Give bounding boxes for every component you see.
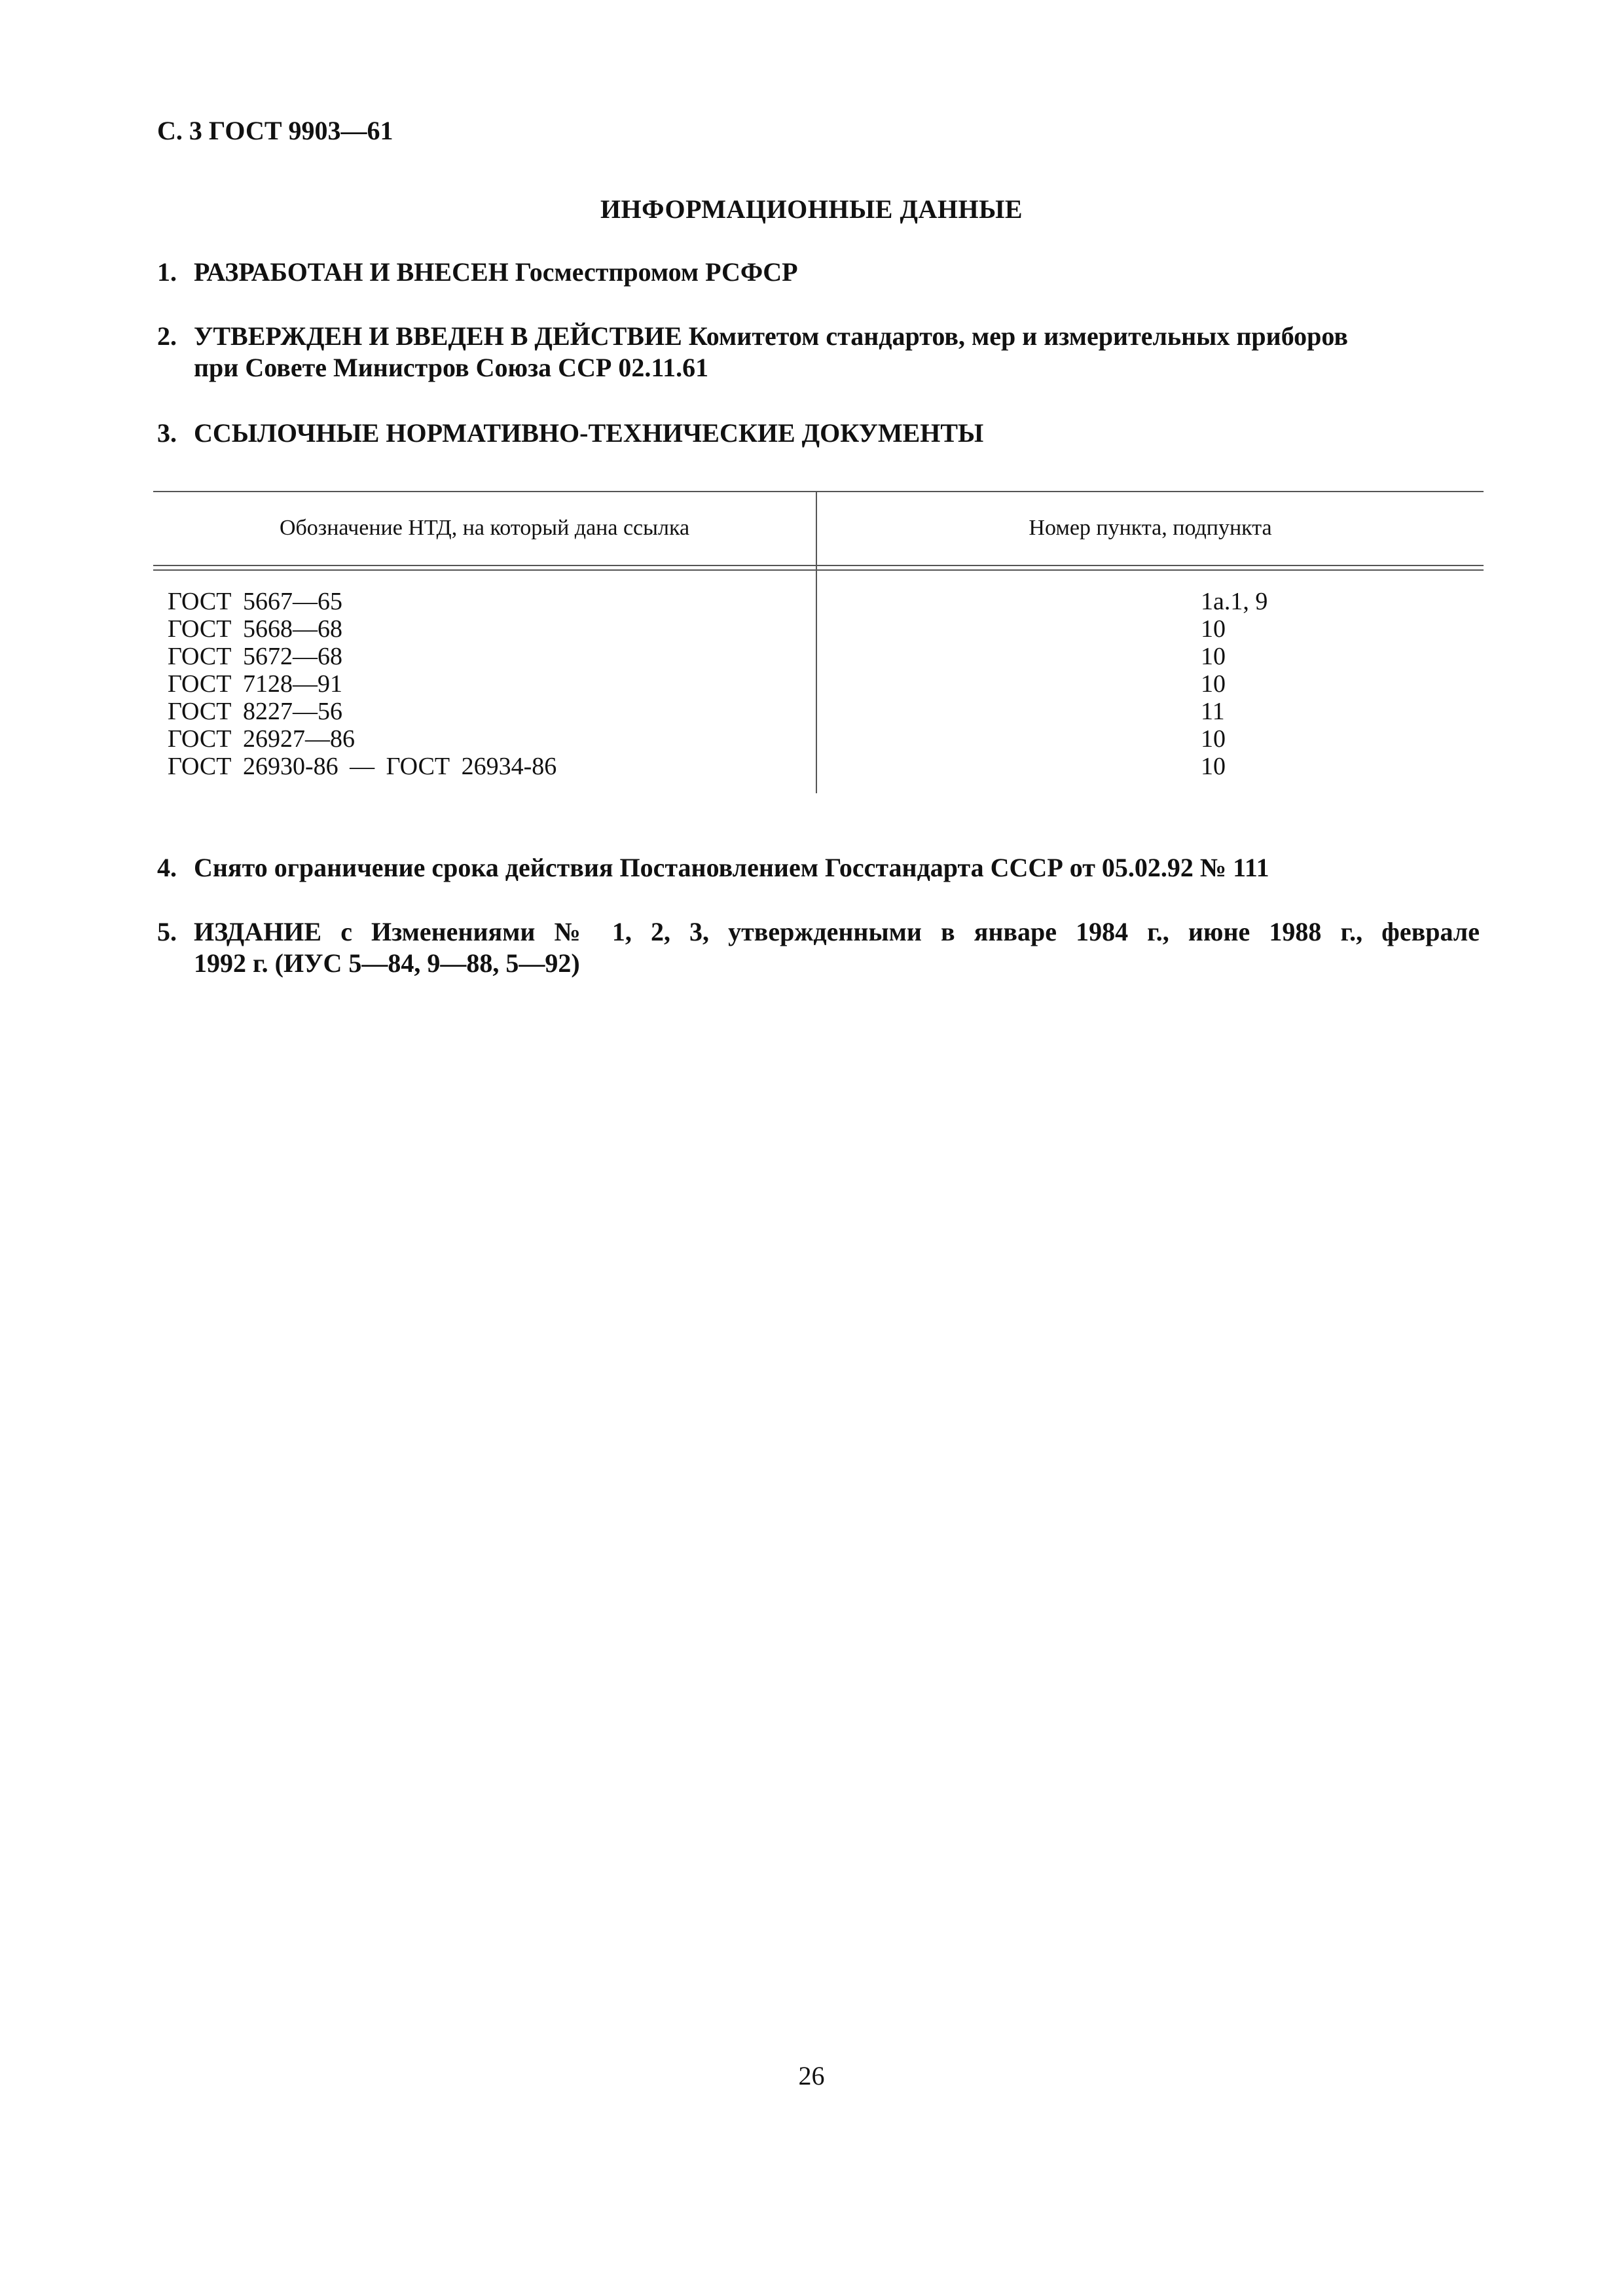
info-item-4	[157, 852, 1480, 884]
info-item-2	[157, 321, 1480, 384]
item-text: Комитетом стандартов, мер и измерительных приборов	[688, 321, 1349, 351]
column-header-clause: Номер пункта, подпункта	[1029, 516, 1272, 540]
info-item-5	[157, 916, 1480, 979]
item-number: 2.	[157, 321, 177, 351]
table-header-rule	[153, 565, 1484, 566]
reference-document: ГОСТ 26930-86 — ГОСТ 26934-86	[168, 753, 557, 780]
table-body	[168, 588, 1484, 780]
table-row	[168, 725, 1484, 753]
item-heading: РАЗРАБОТАН И ВНЕСЕН	[194, 257, 509, 287]
reference-clause: 10	[1201, 670, 1226, 698]
item-heading: УТВЕРЖДЕН И ВВЕДЕН В ДЕЙСТВИЕ	[194, 321, 682, 351]
table-row	[168, 670, 1484, 698]
column-header-document: Обозначение НТД, на который дана ссылка	[279, 516, 690, 540]
item-continuation: при Совете Министров Союза ССР 02.11.61	[194, 353, 709, 382]
reference-clause: 10	[1201, 643, 1226, 670]
table-row	[168, 643, 1484, 670]
item-number: 4.	[157, 853, 177, 882]
item-text: Госместпромом РСФСР	[515, 257, 798, 287]
page-number: 26	[798, 2061, 825, 2090]
item-text: Снято ограничение срока действия Постановлением Госстандарта СССР от 05.02.92 № 111	[194, 853, 1269, 882]
table-top-rule	[153, 491, 1484, 492]
info-item-1	[157, 257, 1480, 288]
reference-document: ГОСТ 5667—65	[168, 588, 342, 615]
document-title: ИНФОРМАЦИОННЫЕ ДАННЫЕ	[600, 194, 1023, 224]
item-number: 5.	[157, 917, 177, 946]
item-heading: ИЗДАНИЕ	[194, 917, 322, 946]
table-row	[168, 753, 1484, 780]
reference-clause: 11	[1201, 698, 1225, 725]
item-text: с Изменениями № 1, 2, 3, утвержденными в январе 1984 г., июне 1988 г., феврале	[340, 917, 1480, 946]
table-row	[168, 588, 1484, 615]
item-heading: ССЫЛОЧНЫЕ НОРМАТИВНО-ТЕХНИЧЕСКИЕ ДОКУМЕНТЫ	[194, 418, 984, 448]
item-number: 1.	[157, 257, 177, 287]
running-header: С. 3 ГОСТ 9903—61	[157, 116, 393, 145]
table-row	[168, 615, 1484, 643]
reference-clause: 10	[1201, 725, 1226, 753]
table-row	[168, 698, 1484, 725]
reference-document: ГОСТ 8227—56	[168, 698, 342, 725]
item-number: 3.	[157, 418, 177, 448]
info-item-3	[157, 418, 1480, 449]
reference-clause: 10	[1201, 753, 1226, 780]
reference-document: ГОСТ 7128—91	[168, 670, 342, 698]
reference-clause: 10	[1201, 615, 1226, 643]
item-continuation: 1992 г. (ИУС 5—84, 9—88, 5—92)	[194, 948, 580, 978]
reference-document: ГОСТ 26927—86	[168, 725, 355, 753]
table-header-rule-double	[153, 569, 1484, 571]
reference-document: ГОСТ 5672—68	[168, 643, 342, 670]
reference-clause: 1а.1, 9	[1201, 588, 1268, 615]
reference-document: ГОСТ 5668—68	[168, 615, 342, 643]
